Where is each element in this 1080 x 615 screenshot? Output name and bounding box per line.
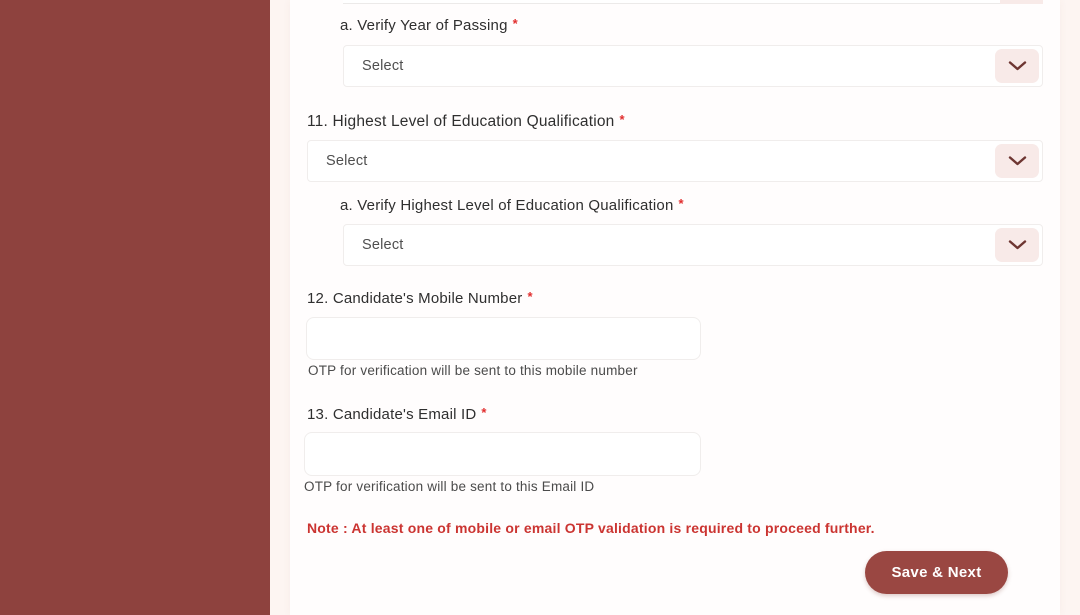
chevron-down-icon — [1008, 61, 1027, 71]
verify-highest-qualification-label — [340, 197, 684, 214]
highest-qualification-select[interactable] — [307, 140, 1043, 182]
required-asterisk: * — [512, 16, 518, 31]
verify-highest-qualification-select-chevron-button[interactable] — [995, 228, 1039, 262]
mobile-number-label-text: 12. Candidate's Mobile Number — [307, 290, 523, 307]
email-id-input[interactable] — [304, 432, 701, 476]
verify-year-label-text: a. Verify Year of Passing — [340, 17, 508, 34]
mobile-number-label — [307, 290, 533, 307]
highest-qualification-select-chevron-button[interactable] — [995, 144, 1039, 178]
email-otp-helper: OTP for verification will be sent to this Email ID — [304, 479, 595, 494]
chevron-down-icon — [1008, 156, 1027, 166]
mobile-number-input[interactable] — [306, 317, 701, 360]
verify-year-label — [340, 17, 518, 34]
verify-highest-qualification-select[interactable] — [343, 224, 1043, 266]
otp-note: Note : At least one of mobile or email OTP validation is required to proceed further. — [307, 520, 875, 536]
required-asterisk: * — [619, 112, 625, 127]
required-asterisk: * — [481, 405, 487, 420]
highest-qualification-label — [307, 113, 625, 131]
previous-field-chevron-fragment — [1000, 0, 1043, 4]
highest-qualification-label-text: 11. Highest Level of Education Qualification — [307, 113, 615, 130]
verify-highest-qualification-label-text: a. Verify Highest Level of Education Qualification — [340, 197, 674, 214]
previous-field-fragment — [343, 0, 1043, 4]
select-value: Select — [326, 153, 368, 169]
email-id-label-text: 13. Candidate's Email ID — [307, 406, 477, 423]
select-value: Select — [362, 58, 404, 74]
required-asterisk: * — [527, 289, 533, 304]
verify-year-select-chevron-button[interactable] — [995, 49, 1039, 83]
select-value: Select — [362, 237, 404, 253]
mobile-otp-helper: OTP for verification will be sent to this mobile number — [308, 363, 638, 378]
required-asterisk: * — [678, 196, 684, 211]
email-id-label — [307, 406, 487, 423]
chevron-down-icon — [1008, 240, 1027, 250]
verify-year-select[interactable] — [343, 45, 1043, 87]
save-next-button[interactable]: Save & Next — [865, 551, 1008, 594]
sidebar — [0, 0, 270, 615]
